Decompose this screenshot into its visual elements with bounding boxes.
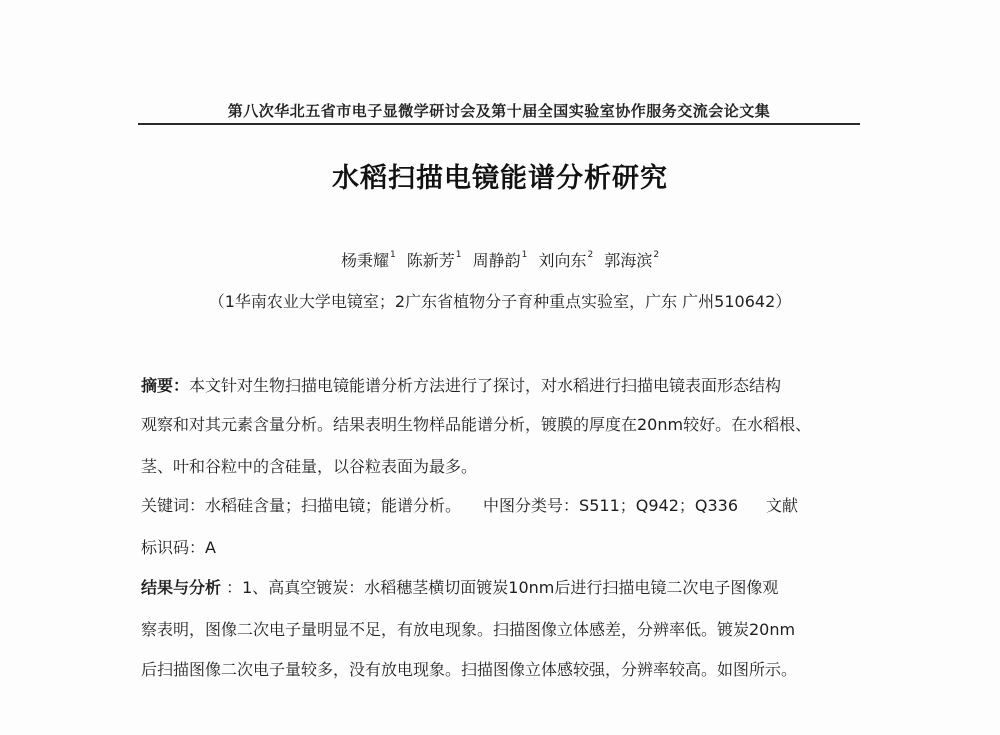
affiliation: （1华南农业大学电镜室；2广东省植物分子育种重点实验室，广东 广州510642） [208,292,792,311]
abstract-line-1: 摘要：本文针对生物扫描电镜能谱分析方法进行了探讨，对水稻进行扫描电镜表面形态结构 [141,376,782,395]
author-2: 陈新芳$^1$ [406,250,462,270]
clc-codes: S511；Q942；Q336 [579,496,739,515]
abstract-label: 摘要： [141,376,190,395]
doc-code-label-part1: 文献 [766,496,799,515]
results-line-1: 结果与分析 ：1、高真空镀炭：水稻穗茎横切面镀炭10nm后进行扫描电镜二次电子图像观 [141,578,779,597]
author-5: 郭海滨$^2$ [604,250,660,270]
author-4: 刘向东$^2$ [538,250,594,270]
results-label: 结果与分析 [141,578,222,597]
keywords-line [141,493,847,516]
keywords-label: 关键词： [141,496,206,515]
abstract-line-2: 观察和对其元素含量分析。结果表明生物样品能谱分析，镀膜的厚度在20nm较好。在水稻根、 [141,415,812,434]
results-line-2: 察表明，图像二次电子量明显不足，有放电现象。扫描图像立体感差，分辨率低。镀炭20nm [141,620,796,639]
keywords-text: 水稻硅含量；扫描电镜；能谱分析。 [205,496,462,515]
abstract-line-3: 茎、叶和谷粒中的含硅量，以谷粒表面为最多。 [141,457,478,476]
doc-code: A [205,538,216,557]
paper-title: 水稻扫描电镜能谱分析研究 [332,163,668,194]
results-line-3: 后扫描图像二次电子量较多，没有放电现象。扫描图像立体感较强，分辨率较高。如图所示。 [141,660,798,679]
author-list [0,248,1000,271]
clc-label: 中图分类号： [483,496,580,515]
doc-code-label-part2: 标识码： [141,538,206,557]
author-3: 周静韵$^1$ [472,250,528,270]
running-header: 第八次华北五省市电子显微学研讨会及第十届全国实验室协作服务交流会论文集 [227,102,771,120]
header-rule [138,123,860,125]
author-1: 杨秉耀$^1$ [340,250,396,270]
doc-code-line [141,535,847,558]
